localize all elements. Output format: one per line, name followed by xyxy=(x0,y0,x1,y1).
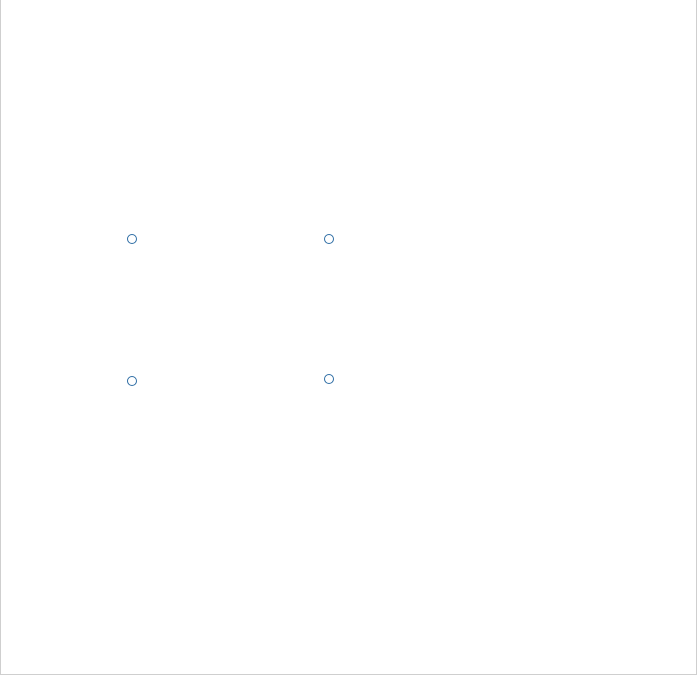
option-b[interactable] xyxy=(127,371,337,511)
option-b-graph xyxy=(157,371,287,503)
option-d[interactable] xyxy=(324,369,534,509)
option-c-radio[interactable] xyxy=(324,234,334,244)
option-d-graph xyxy=(354,369,484,501)
option-a-radio[interactable] xyxy=(127,234,137,244)
option-b-radio[interactable] xyxy=(127,376,137,386)
option-a-graph xyxy=(157,229,287,361)
option-d-radio[interactable] xyxy=(324,374,334,384)
option-c-graph xyxy=(354,229,484,361)
option-c[interactable] xyxy=(324,229,534,369)
option-a[interactable] xyxy=(127,229,337,369)
